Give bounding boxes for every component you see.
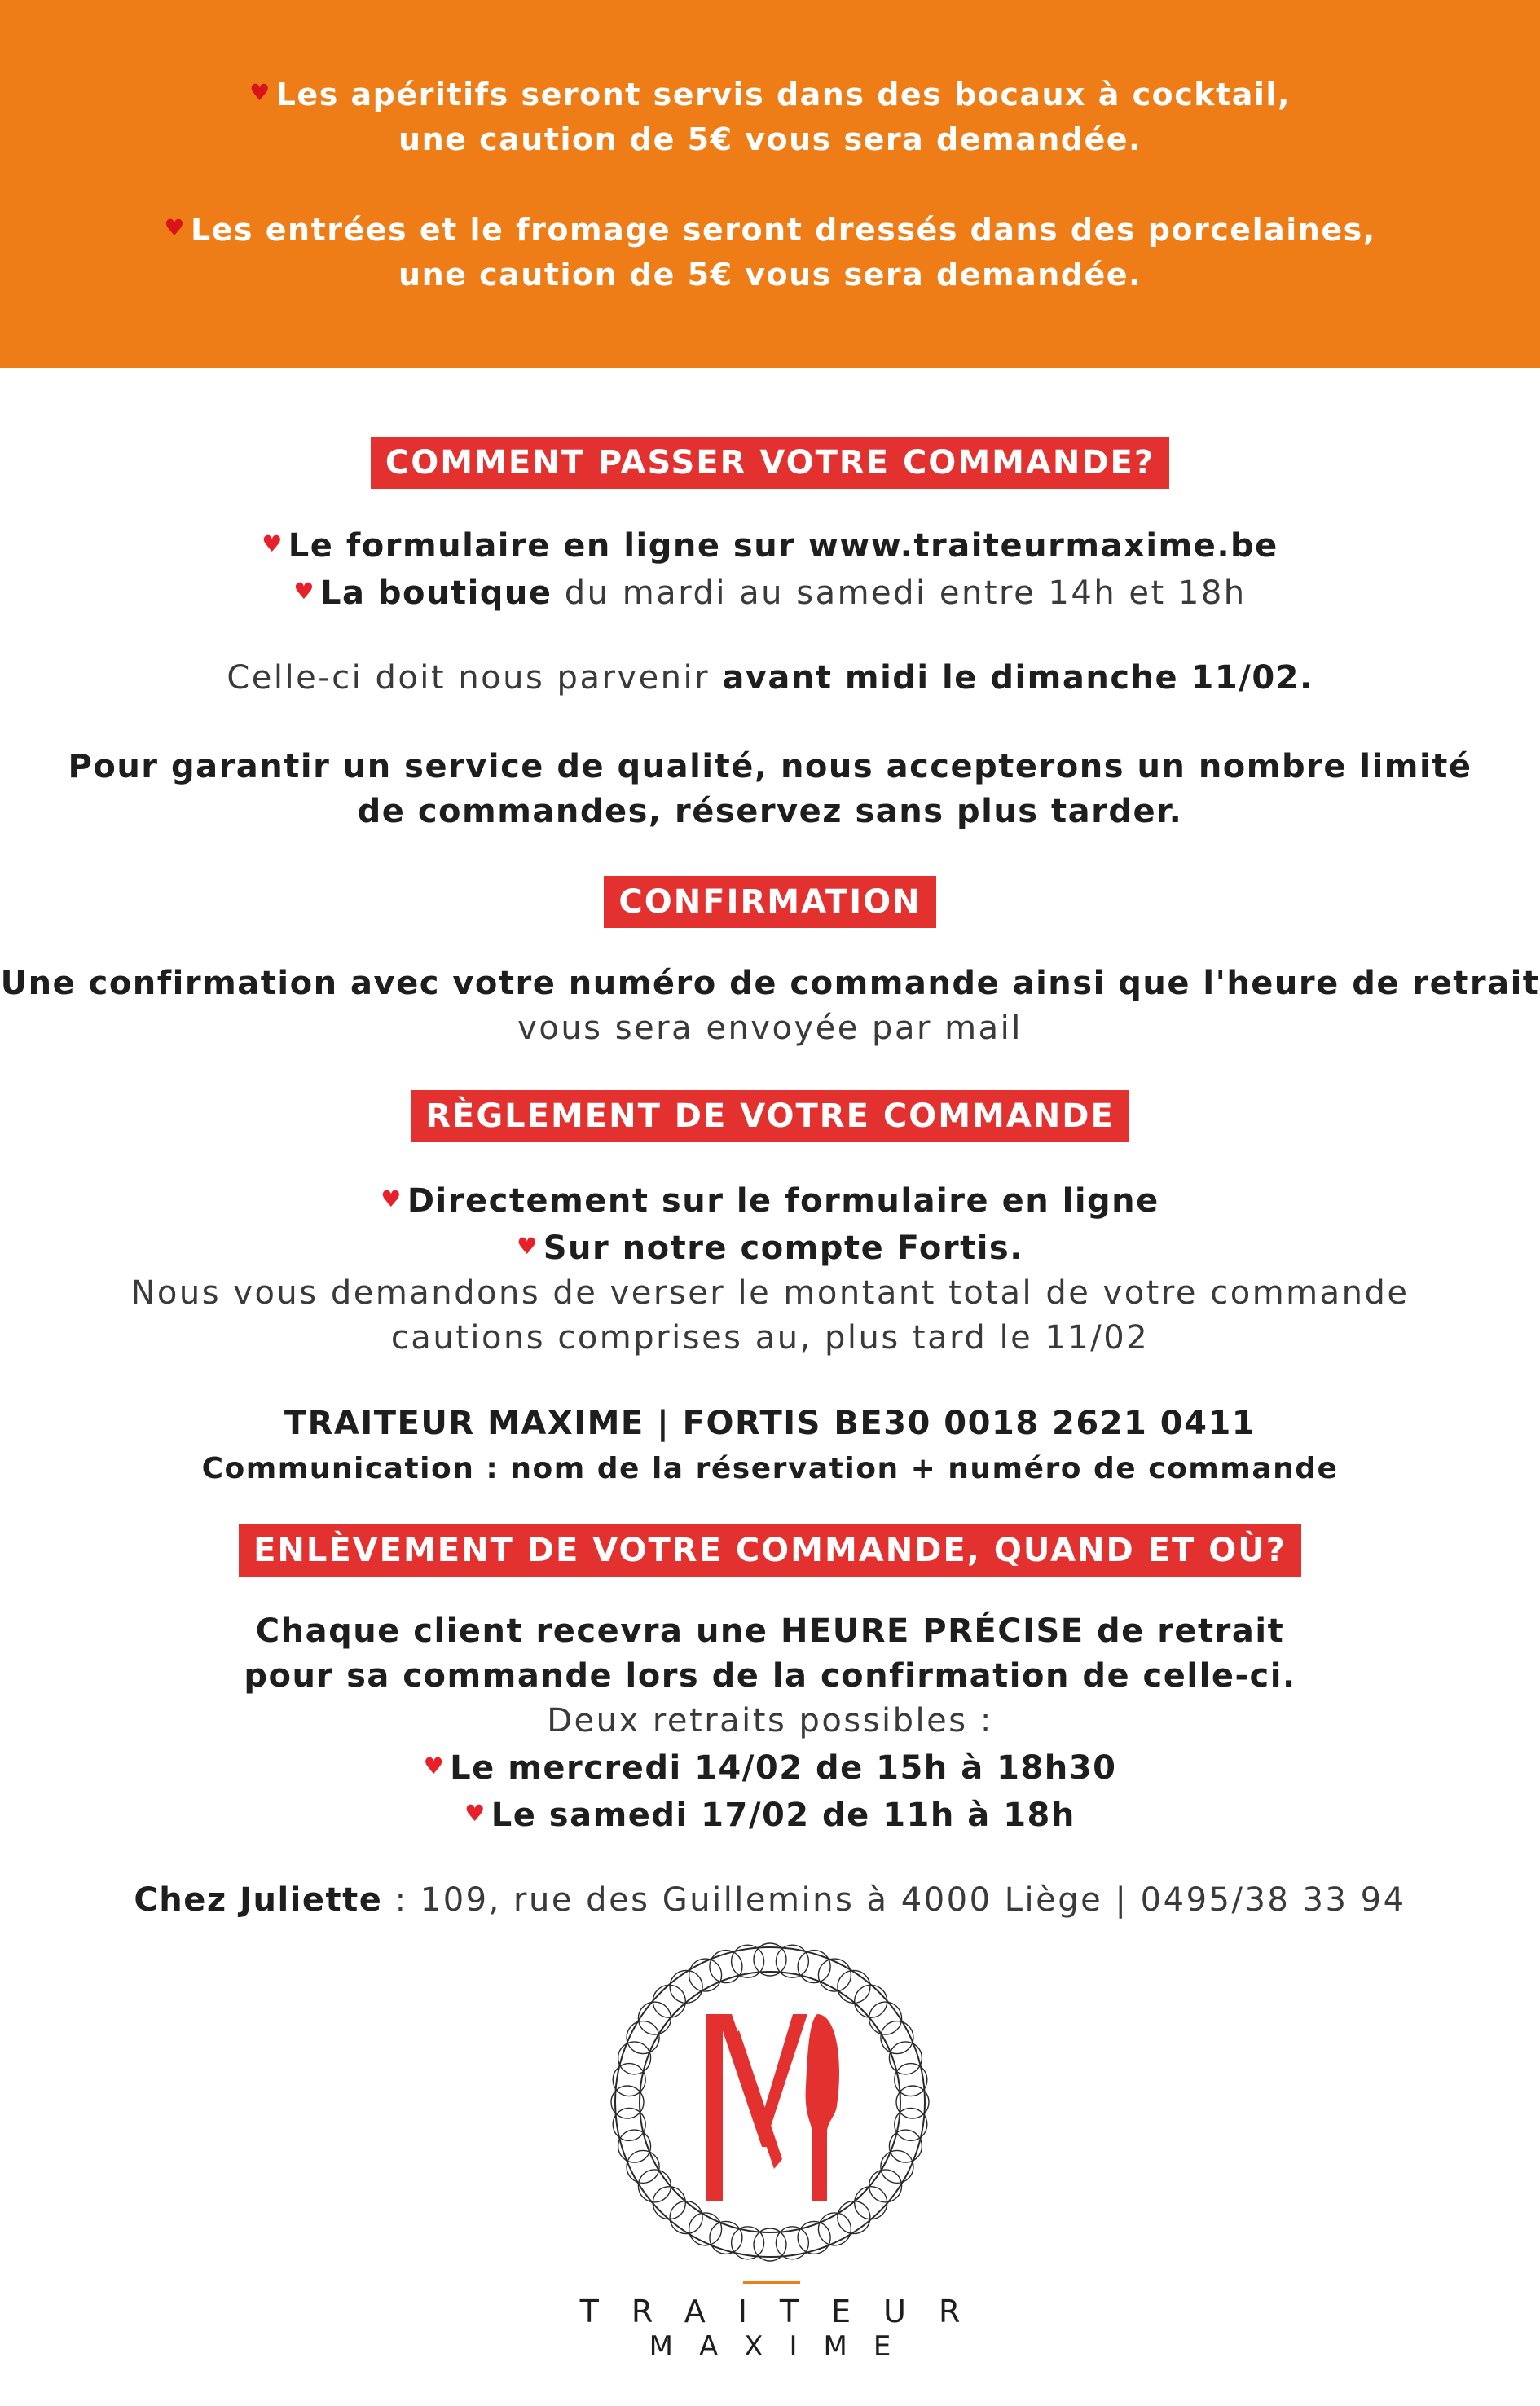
shop-name: Chez Juliette: [134, 1881, 383, 1919]
shop-label: La boutique: [319, 574, 552, 612]
lace-loop: [732, 1945, 764, 1977]
lace-loop: [653, 1985, 685, 2017]
lace-loop: [889, 2042, 922, 2074]
payment-communication: Communication : nom de la réservation + numéro de commande: [201, 1452, 1339, 1485]
lace-loop: [895, 2064, 927, 2096]
banner-line: [0, 253, 1540, 297]
lace-loop: [855, 2187, 887, 2219]
lace-loop: [895, 2108, 927, 2140]
pickup-line: pour sa commande lors de la confirmation de celle-ci.: [244, 1657, 1296, 1695]
payment-details: [0, 1177, 1540, 1361]
heart-icon: ♥: [249, 79, 271, 106]
bank-account-number: TRAITEUR MAXIME | FORTIS BE30 0018 2621 0411: [284, 1405, 1256, 1442]
deposit-banner: [0, 0, 1540, 368]
pickup-slot-text: Le samedi 17/02 de 11h à 18h: [491, 1797, 1076, 1834]
lace-loop: [818, 2213, 851, 2245]
order-methods: [0, 521, 1540, 616]
confirmation-text: [0, 961, 1540, 1051]
lace-loop: [869, 2170, 902, 2202]
banner-line: [0, 205, 1540, 253]
heart-icon: ♥: [381, 1185, 403, 1212]
lace-loop: [855, 1985, 887, 2017]
bank-account: [0, 1401, 1540, 1491]
heart-icon: ♥: [293, 578, 315, 605]
confirmation-line: Une confirmation avec votre numéro de commande ainsi que l'heure de retrait: [0, 965, 1540, 1002]
lace-loop: [638, 2002, 671, 2034]
banner-paragraph-aperitifs: [0, 70, 1540, 162]
brand-name-line2: MAXIME: [649, 2330, 917, 2363]
pickup-slot-wednesday: [0, 1744, 1540, 1791]
lace-loop: [889, 2130, 922, 2162]
lace-loop: [627, 2150, 659, 2183]
payment-option-bank: [0, 1224, 1540, 1271]
heart-icon: ♥: [464, 1800, 486, 1827]
lace-loop: [798, 1951, 830, 1983]
address-text: : 109, rue des Guillemins à 4000 Liège | 0495/38 33 94: [382, 1881, 1406, 1919]
lace-loop: [627, 2021, 659, 2054]
heading-pickup: [0, 1524, 1540, 1577]
heart-icon: ♥: [262, 530, 284, 557]
banner-text: Les apéritifs seront servis dans des bocaux à cocktail,: [275, 77, 1291, 112]
limited-line: Pour garantir un service de qualité, nous accepterons un nombre limité: [68, 748, 1472, 785]
pickup-details: [0, 1609, 1540, 1838]
deadline-date: avant midi le dimanche 11/02.: [722, 659, 1313, 697]
heart-icon: ♥: [423, 1753, 446, 1779]
lace-loop: [776, 2227, 808, 2259]
heading-confirmation: [0, 876, 1540, 928]
lace-loop: [732, 2227, 764, 2259]
lace-loop: [618, 2130, 651, 2162]
order-method-online-text: Le formulaire en ligne sur www.traiteurmaxime.be: [288, 527, 1278, 565]
limited-line: de commandes, réservez sans plus tarder.: [357, 793, 1183, 830]
heart-icon: ♥: [164, 214, 186, 241]
banner-text: Les entrées et le fromage seront dressés dans des porcelaines,: [190, 212, 1376, 248]
lace-loop: [653, 2187, 685, 2219]
order-method-shop: [0, 569, 1540, 616]
confirmation-line: vous sera envoyée par mail: [517, 1009, 1023, 1047]
banner-line: [0, 117, 1540, 162]
shop-hours: du mardi au samedi entre 14h et 18h: [552, 574, 1247, 612]
deadline-intro: Celle-ci doit nous parvenir: [227, 659, 723, 697]
pickup-slot-text: Le mercredi 14/02 de 15h à 18h30: [450, 1749, 1117, 1787]
section-heading-label: CONFIRMATION: [604, 876, 935, 928]
banner-line: [0, 70, 1540, 117]
lace-loop: [618, 2042, 651, 2074]
payment-note: Nous vous demandons de verser le montant total de votre commande: [130, 1274, 1410, 1312]
heading-how-to-order: [0, 437, 1540, 489]
payment-note: cautions comprises au, plus tard le 11/02: [390, 1319, 1150, 1357]
banner-paragraph-entrees: [0, 205, 1540, 297]
pickup-line: Chaque client recevra une HEURE PRÉCISE de retrait: [255, 1612, 1285, 1650]
logo-underline: [743, 2281, 800, 2284]
lace-loop: [838, 1970, 870, 2003]
pickup-address: [0, 1878, 1540, 1923]
pickup-slot-saturday: [0, 1791, 1540, 1838]
heading-payment: [0, 1090, 1540, 1142]
lace-loop: [689, 1959, 722, 1991]
lace-loop: [638, 2170, 671, 2202]
brand-name-line1: TRAITEUR: [579, 2294, 993, 2329]
lace-loop: [710, 1951, 742, 1983]
lace-loop: [838, 2201, 870, 2234]
lace-loop: [869, 2002, 902, 2034]
lace-loop: [670, 1970, 702, 2003]
lace-loop: [710, 2221, 742, 2254]
lace-loop: [881, 2150, 913, 2183]
payment-option-text: Sur notre compte Fortis.: [543, 1229, 1023, 1267]
lace-loop: [818, 1959, 851, 1991]
lace-loop: [613, 2108, 645, 2140]
banner-text: une caution de 5€ vous sera demandée.: [398, 257, 1142, 293]
lace-loop: [881, 2021, 913, 2054]
lace-loop: [613, 2064, 645, 2096]
lace-loop: [670, 2201, 702, 2234]
traiteur-maxime-logo: [607, 1939, 933, 2273]
payment-option-text: Directement sur le formulaire en ligne: [407, 1182, 1159, 1220]
pickup-line: Deux retraits possibles :: [547, 1702, 993, 1740]
lace-loop: [689, 2213, 722, 2245]
section-heading-label: RÈGLEMENT DE VOTRE COMMANDE: [411, 1090, 1129, 1142]
order-deadline: [0, 656, 1540, 701]
limited-orders-notice: [0, 745, 1540, 834]
section-heading-label: COMMENT PASSER VOTRE COMMANDE?: [371, 437, 1169, 489]
order-method-online: [0, 521, 1540, 569]
payment-option-online: [0, 1177, 1540, 1224]
banner-text: une caution de 5€ vous sera demandée.: [398, 121, 1142, 157]
heart-icon: ♥: [517, 1233, 539, 1260]
lace-loop: [776, 1945, 808, 1977]
section-heading-label: ENLÈVEMENT DE VOTRE COMMANDE, QUAND ET OÙ?: [239, 1524, 1301, 1577]
lace-loop: [798, 2221, 830, 2254]
